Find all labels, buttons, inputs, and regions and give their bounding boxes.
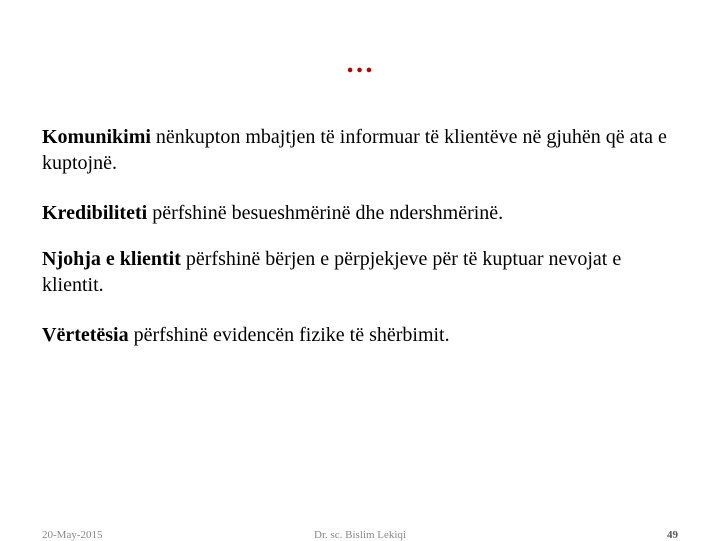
paragraph-text: nënkupton mbajtjen të informuar të klientëve në gjuhën që ata e kuptojnë. xyxy=(42,126,667,174)
footer-author: Dr. sc. Bislim Lekiqi xyxy=(314,529,406,541)
paragraph-text: përfshinë besueshmërinë dhe ndershmërinë. xyxy=(147,202,504,224)
paragraph-term: Vërtetësia xyxy=(42,324,129,346)
paragraph-kredibiliteti xyxy=(42,200,682,226)
paragraph-term: Kredibiliteti xyxy=(42,202,148,224)
footer-page-number: 49 xyxy=(667,529,678,541)
paragraph-term: Njohja e klientit xyxy=(42,248,181,270)
paragraph-komunikimi xyxy=(42,124,682,176)
paragraph-vertetesia xyxy=(42,322,682,348)
paragraph-njohja xyxy=(42,246,682,298)
paragraph-text: përfshinë bërjen e përpjekjeve për të kuptuar nevojat e klientit. xyxy=(42,248,622,296)
footer-date: 20-May-2015 xyxy=(42,529,103,541)
paragraph-term: Komunikimi xyxy=(42,126,151,148)
paragraph-text: përfshinë evidencën fizike të shërbimit. xyxy=(128,324,450,346)
slide-title: … xyxy=(345,48,375,79)
